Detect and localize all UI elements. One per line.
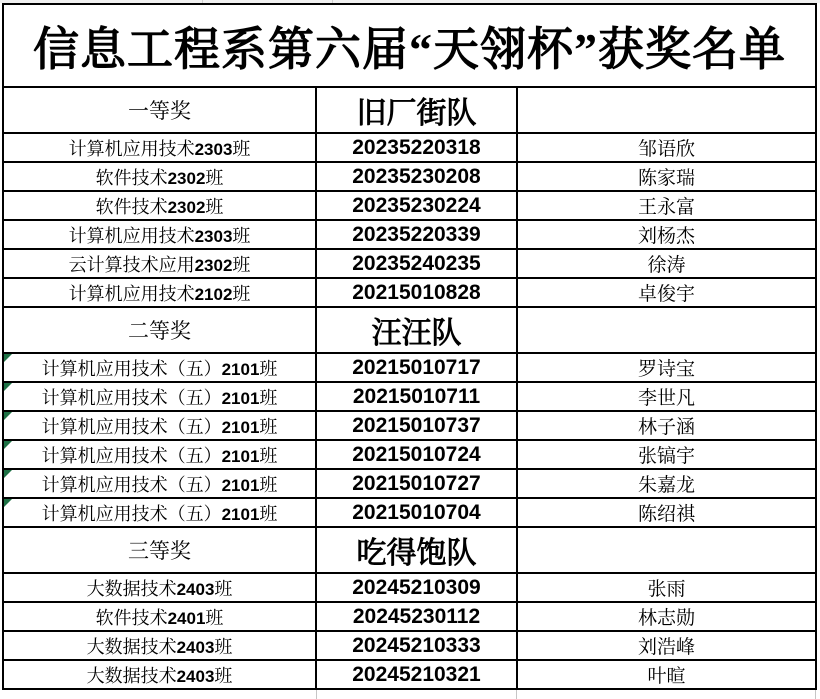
student-id-cell: 20235220318 <box>316 133 517 162</box>
student-id-cell: 20215010828 <box>316 278 517 307</box>
empty-cell <box>517 307 816 353</box>
award-level-cell: 一等奖 <box>3 87 316 133</box>
student-id-cell: 20245210309 <box>316 573 517 602</box>
bottom-gridline-strip <box>0 690 820 699</box>
student-id-cell: 20235230224 <box>316 191 517 220</box>
student-name-cell: 李世凡 <box>517 382 816 411</box>
class-cell: 软件技术2302班 <box>3 191 316 220</box>
class-cell: 计算机应用技术（五）2101班 <box>3 411 316 440</box>
class-cell: 云计算技术应用2302班 <box>3 249 316 278</box>
bottom-gridline <box>516 690 517 699</box>
student-id-cell: 20215010724 <box>316 440 517 469</box>
table-row <box>3 191 816 220</box>
class-cell: 大数据技术2403班 <box>3 573 316 602</box>
student-name-cell: 林子涵 <box>517 411 816 440</box>
table-row <box>3 249 816 278</box>
section-header-row <box>3 307 816 353</box>
table-row <box>3 440 816 469</box>
cell-warning-triangle-icon <box>4 354 12 362</box>
student-name-cell: 刘浩峰 <box>517 631 816 660</box>
table-row <box>3 220 816 249</box>
table-row <box>3 162 816 191</box>
student-id-cell: 20215010727 <box>316 469 517 498</box>
student-name-cell: 林志勋 <box>517 602 816 631</box>
student-name-cell: 卓俊宇 <box>517 278 816 307</box>
student-id-cell: 20215010704 <box>316 498 517 527</box>
student-name-cell: 陈家瑞 <box>517 162 816 191</box>
title-row <box>3 4 816 87</box>
student-name-cell: 王永富 <box>517 191 816 220</box>
table-row <box>3 631 816 660</box>
team-name-cell: 汪汪队 <box>316 307 517 353</box>
class-cell: 计算机应用技术2102班 <box>3 278 316 307</box>
cell-warning-triangle-icon <box>4 470 12 478</box>
student-id-cell: 20245210321 <box>316 660 517 689</box>
table-row <box>3 382 816 411</box>
class-cell: 计算机应用技术（五）2101班 <box>3 353 316 382</box>
table-row <box>3 602 816 631</box>
table-row <box>3 660 816 689</box>
student-name-cell: 朱嘉龙 <box>517 469 816 498</box>
section-header-row <box>3 527 816 573</box>
award-table <box>2 3 817 690</box>
student-name-cell: 刘杨杰 <box>517 220 816 249</box>
class-cell: 软件技术2302班 <box>3 162 316 191</box>
student-name-cell: 罗诗宝 <box>517 353 816 382</box>
class-cell: 软件技术2401班 <box>3 602 316 631</box>
class-cell: 计算机应用技术2303班 <box>3 133 316 162</box>
table-row <box>3 411 816 440</box>
student-id-cell: 20215010737 <box>316 411 517 440</box>
top-gridline <box>202 0 203 3</box>
student-id-cell: 20235230208 <box>316 162 517 191</box>
student-id-cell: 20245210333 <box>316 631 517 660</box>
team-name-cell: 吃得饱队 <box>316 527 517 573</box>
student-id-cell: 20235240235 <box>316 249 517 278</box>
student-name-cell: 叶暄 <box>517 660 816 689</box>
table-row <box>3 133 816 162</box>
cell-warning-triangle-icon <box>4 499 12 507</box>
table-row <box>3 278 816 307</box>
cell-warning-triangle-icon <box>4 441 12 449</box>
award-level-cell: 二等奖 <box>3 307 316 353</box>
empty-cell <box>517 87 816 133</box>
student-name-cell: 邹语欣 <box>517 133 816 162</box>
class-cell: 计算机应用技术（五）2101班 <box>3 382 316 411</box>
class-cell: 计算机应用技术（五）2101班 <box>3 469 316 498</box>
top-gridline <box>332 0 333 3</box>
class-cell: 计算机应用技术2303班 <box>3 220 316 249</box>
bottom-gridline <box>316 690 317 699</box>
section-header-row <box>3 87 816 133</box>
student-name-cell: 陈绍祺 <box>517 498 816 527</box>
student-id-cell: 20235220339 <box>316 220 517 249</box>
cell-warning-triangle-icon <box>4 383 12 391</box>
student-name-cell: 徐涛 <box>517 249 816 278</box>
table-row <box>3 353 816 382</box>
top-gridline-strip <box>0 0 820 3</box>
student-id-cell: 20245230112 <box>316 602 517 631</box>
award-level-cell: 三等奖 <box>3 527 316 573</box>
class-cell: 计算机应用技术（五）2101班 <box>3 440 316 469</box>
student-id-cell: 20215010711 <box>316 382 517 411</box>
class-cell: 大数据技术2403班 <box>3 660 316 689</box>
student-id-cell: 20215010717 <box>316 353 517 382</box>
empty-cell <box>517 527 816 573</box>
student-name-cell: 张镐宇 <box>517 440 816 469</box>
table-row <box>3 573 816 602</box>
class-cell: 大数据技术2403班 <box>3 631 316 660</box>
team-name-cell: 旧厂街队 <box>316 87 517 133</box>
cell-warning-triangle-icon <box>4 412 12 420</box>
page-title: 信息工程系第六届“天翎杯”获奖名单 <box>3 4 816 87</box>
student-name-cell: 张雨 <box>517 573 816 602</box>
class-cell: 计算机应用技术（五）2101班 <box>3 498 316 527</box>
bottom-gridline <box>815 690 816 699</box>
table-row <box>3 498 816 527</box>
table-row <box>3 469 816 498</box>
